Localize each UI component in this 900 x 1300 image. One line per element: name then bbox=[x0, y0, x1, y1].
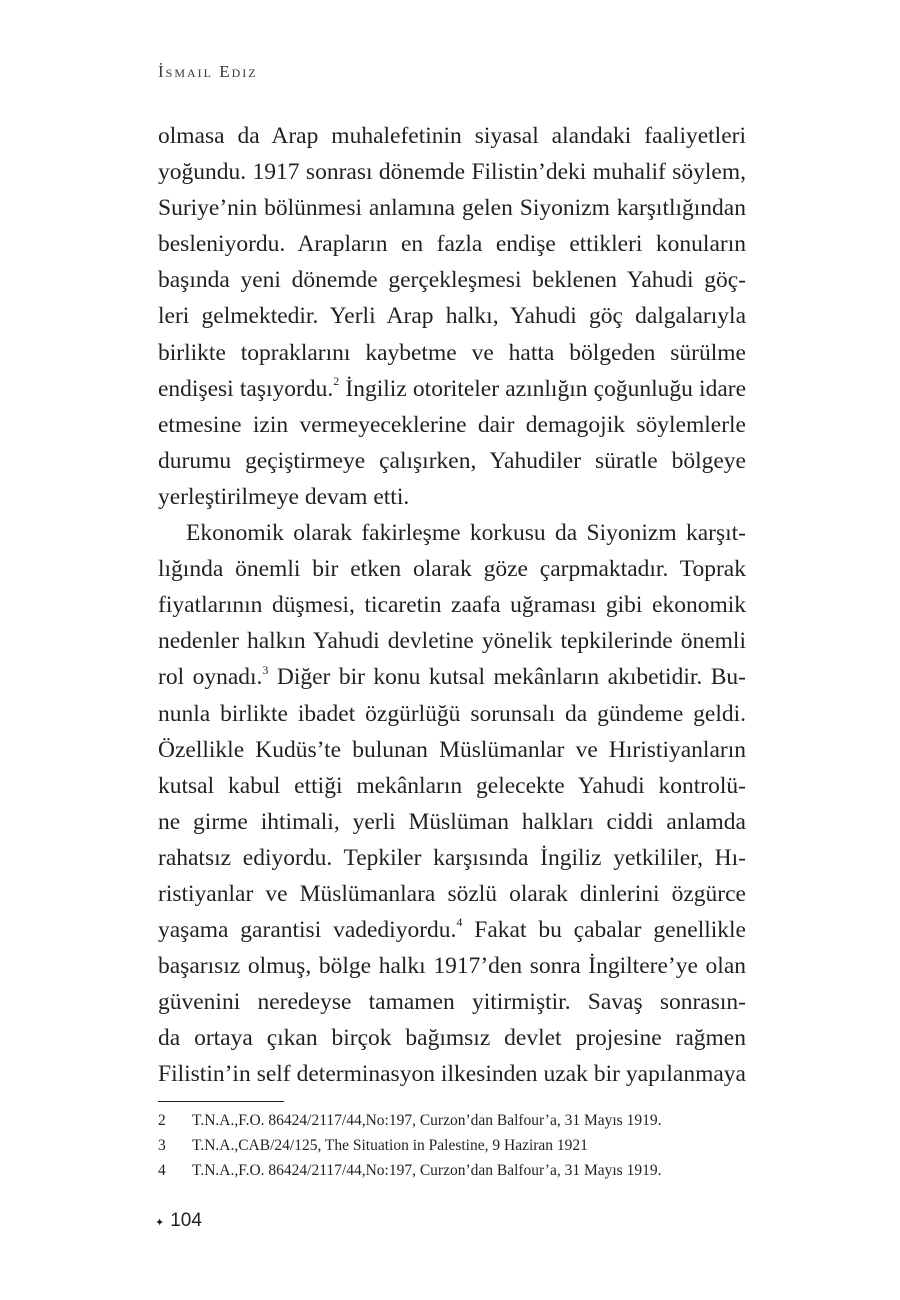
footnote bbox=[158, 1108, 758, 1133]
text-segment: endişesi taşıyordu. bbox=[158, 375, 334, 402]
text-line: etmesine izin vermeyeceklerine dair demagojik söylemlerle bbox=[158, 411, 746, 438]
body-text bbox=[158, 118, 746, 1093]
text-segment: Fakat bu çabalar genellikle bbox=[462, 917, 746, 944]
text-line: durumu geçiştirmeye çalışırken, Yahudiler süratle bölgeye bbox=[158, 447, 746, 474]
text-line bbox=[158, 659, 746, 695]
text-line: Özellikle Kudüs’te bulunan Müslümanlar ve Hıristiyanların bbox=[158, 736, 746, 763]
text-line: başarısız olmuş, bölge halkı 1917’den sonra İngiltere’ye olan bbox=[158, 953, 746, 980]
text-line: ne girme ihtimali, yerli Müslüman halkları ciddi anlamda bbox=[158, 808, 746, 835]
text-segment: rol oynadı. bbox=[158, 664, 263, 691]
text-line bbox=[158, 371, 746, 407]
footnote-number: 3 bbox=[158, 1137, 166, 1154]
footnote-number: 2 bbox=[158, 1112, 166, 1129]
text-line: leri gelmektedir. Yerli Arap halkı, Yahudi göç dalgalarıyla bbox=[158, 303, 746, 330]
footnote-text: T.N.A.,F.O. 86424/2117/44,No:197, Curzon’dan Balfour’a, 31 Mayıs 1919. bbox=[192, 1162, 662, 1179]
text-segment: İngiliz otoriteler azınlığın çoğunluğu idare bbox=[339, 375, 747, 402]
text-line: başında yeni dönemde gerçekleşmesi beklenen Yahudi göç- bbox=[158, 267, 746, 294]
footnotes bbox=[158, 1108, 758, 1183]
footnote-reference: 3 bbox=[262, 662, 269, 677]
page-footer bbox=[155, 1210, 202, 1232]
footnote-reference: 2 bbox=[333, 373, 340, 388]
text-line: rahatsız ediyordu. Tepkiler karşısında İngiliz yetkililer, Hı- bbox=[158, 844, 746, 871]
footnote bbox=[158, 1158, 758, 1183]
text-line: fiyatlarının düşmesi, ticaretin zaafa uğraması gibi ekonomik bbox=[158, 592, 746, 619]
text-line: birlikte topraklarını kaybetme ve hatta bölgeden sürülme bbox=[158, 339, 746, 366]
ornament-icon: ✦ bbox=[155, 1216, 165, 1229]
text-line: nunla birlikte ibadet özgürlüğü sorunsalı da gündeme geldi. bbox=[158, 700, 746, 727]
footnote-separator bbox=[158, 1101, 284, 1102]
text-line: Suriye’nin bölünmesi anlamına gelen Siyonizm karşıtlığından bbox=[158, 195, 746, 222]
page-number: 104 bbox=[170, 1210, 202, 1231]
text-line: Filistin’in self determinasyon ilkesinden uzak bir yapılanmaya bbox=[158, 1061, 746, 1088]
footnote-text: T.N.A.,F.O. 86424/2117/44,No:197, Curzon’dan Balfour’a, 31 Mayıs 1919. bbox=[192, 1112, 662, 1129]
text-segment: yaşama garantisi vadediyordu. bbox=[158, 917, 457, 944]
text-line: yoğundu. 1917 sonrası dönemde Filistin’deki muhalif söylem, bbox=[158, 159, 746, 186]
text-line: Ekonomik olarak fakirleşme korkusu da Siyonizm karşıt- bbox=[186, 520, 746, 547]
text-line: ristiyanlar ve Müslümanlara sözlü olarak dinlerini özgürce bbox=[158, 880, 746, 907]
footnote-reference: 4 bbox=[456, 915, 463, 930]
footnote-text: T.N.A.,CAB/24/125, The Situation in Palestine, 9 Haziran 1921 bbox=[192, 1137, 588, 1154]
text-line: yerleştirilmeye devam etti. bbox=[158, 483, 410, 510]
text-line: kutsal kabul ettiği mekânların gelecekte Yahudi kontrolü- bbox=[158, 772, 746, 799]
text-segment: Diğer bir konu kutsal mekânların akıbetidir. Bu- bbox=[268, 664, 746, 691]
text-line: nedenler halkın Yahudi devletine yönelik tepkilerinde önemli bbox=[158, 628, 746, 655]
text-line: lığında önemli bir etken olarak göze çarpmaktadır. Toprak bbox=[158, 556, 746, 583]
text-line: da ortaya çıkan birçok bağımsız devlet projesine rağmen bbox=[158, 1025, 746, 1052]
text-line bbox=[158, 912, 746, 948]
text-line: besleniyordu. Arapların en fazla endişe ettikleri konuların bbox=[158, 231, 746, 258]
footnote-number: 4 bbox=[158, 1162, 166, 1179]
text-line: güvenini neredeyse tamamen yitirmiştir. Savaş sonrasın- bbox=[158, 989, 746, 1016]
running-header: İsmail Ediz bbox=[158, 62, 258, 81]
text-line: olmasa da Arap muhalefetinin siyasal alandaki faaliyetleri bbox=[158, 123, 746, 149]
footnote bbox=[158, 1133, 758, 1158]
